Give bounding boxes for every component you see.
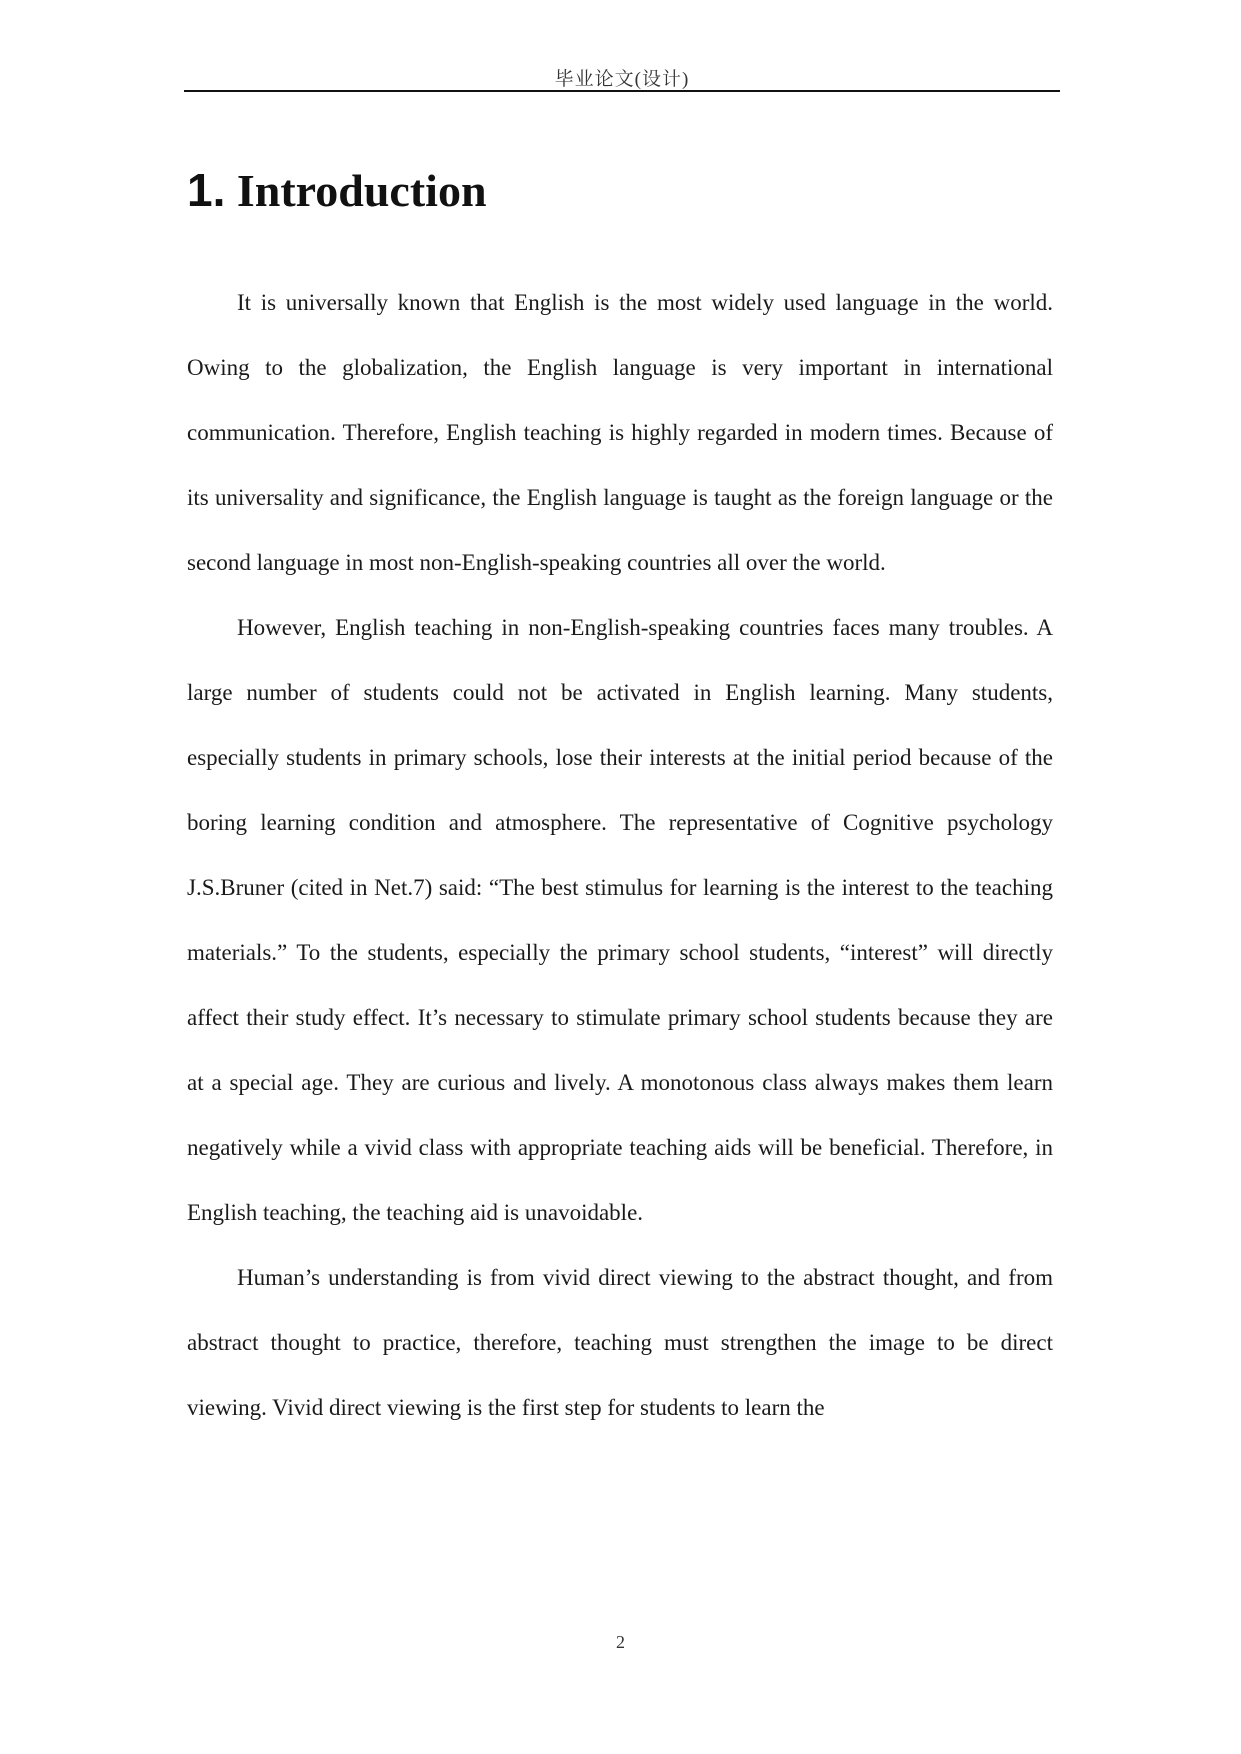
page-number: 2	[616, 1632, 625, 1652]
paragraph: It is universally known that English is the most widely used language in the world. Owing to the globalization, the English language is very important in international communication. Therefore, English teaching is highly regarded in modern times. Because of its universality and significance, the English language is taught as the foreign language or the second language in most non-English-speaking countries all over the world.	[187, 290, 1053, 575]
paragraph: However, English teaching in non-English-speaking countries faces many troubles. A large number of students could not be activated in English learning. Many students, especially students in primary schools, lose their interests at the initial period because of the boring learning condition and atmosphere. The representative of Cognitive psychology J.S.Bruner (cited in Net.7) said: “The best stimulus for learning is the interest to the teaching materials.” To the students, especially the primary school students, “interest” will directly affect their study effect. It’s necessary to stimulate primary school students because they are at a special age. They are curious and lively. A monotonous class always makes them learn negatively while a vivid class with appropriate teaching aids will be beneficial. Therefore, in English teaching, the teaching aid is unavoidable.	[187, 615, 1053, 1225]
section-heading	[187, 160, 487, 221]
section-title: Introduction	[236, 165, 487, 216]
body-text	[187, 270, 1053, 1440]
header-rule	[184, 90, 1060, 92]
running-header: 毕业论文(设计)	[554, 69, 690, 90]
paragraph: Human’s understanding is from vivid direct viewing to the abstract thought, and from abstract thought to practice, therefore, teaching must strengthen the image to be direct viewing. Vivid direct viewing is the first step for students to learn the	[187, 1265, 1053, 1420]
section-number: 1.	[187, 164, 226, 216]
